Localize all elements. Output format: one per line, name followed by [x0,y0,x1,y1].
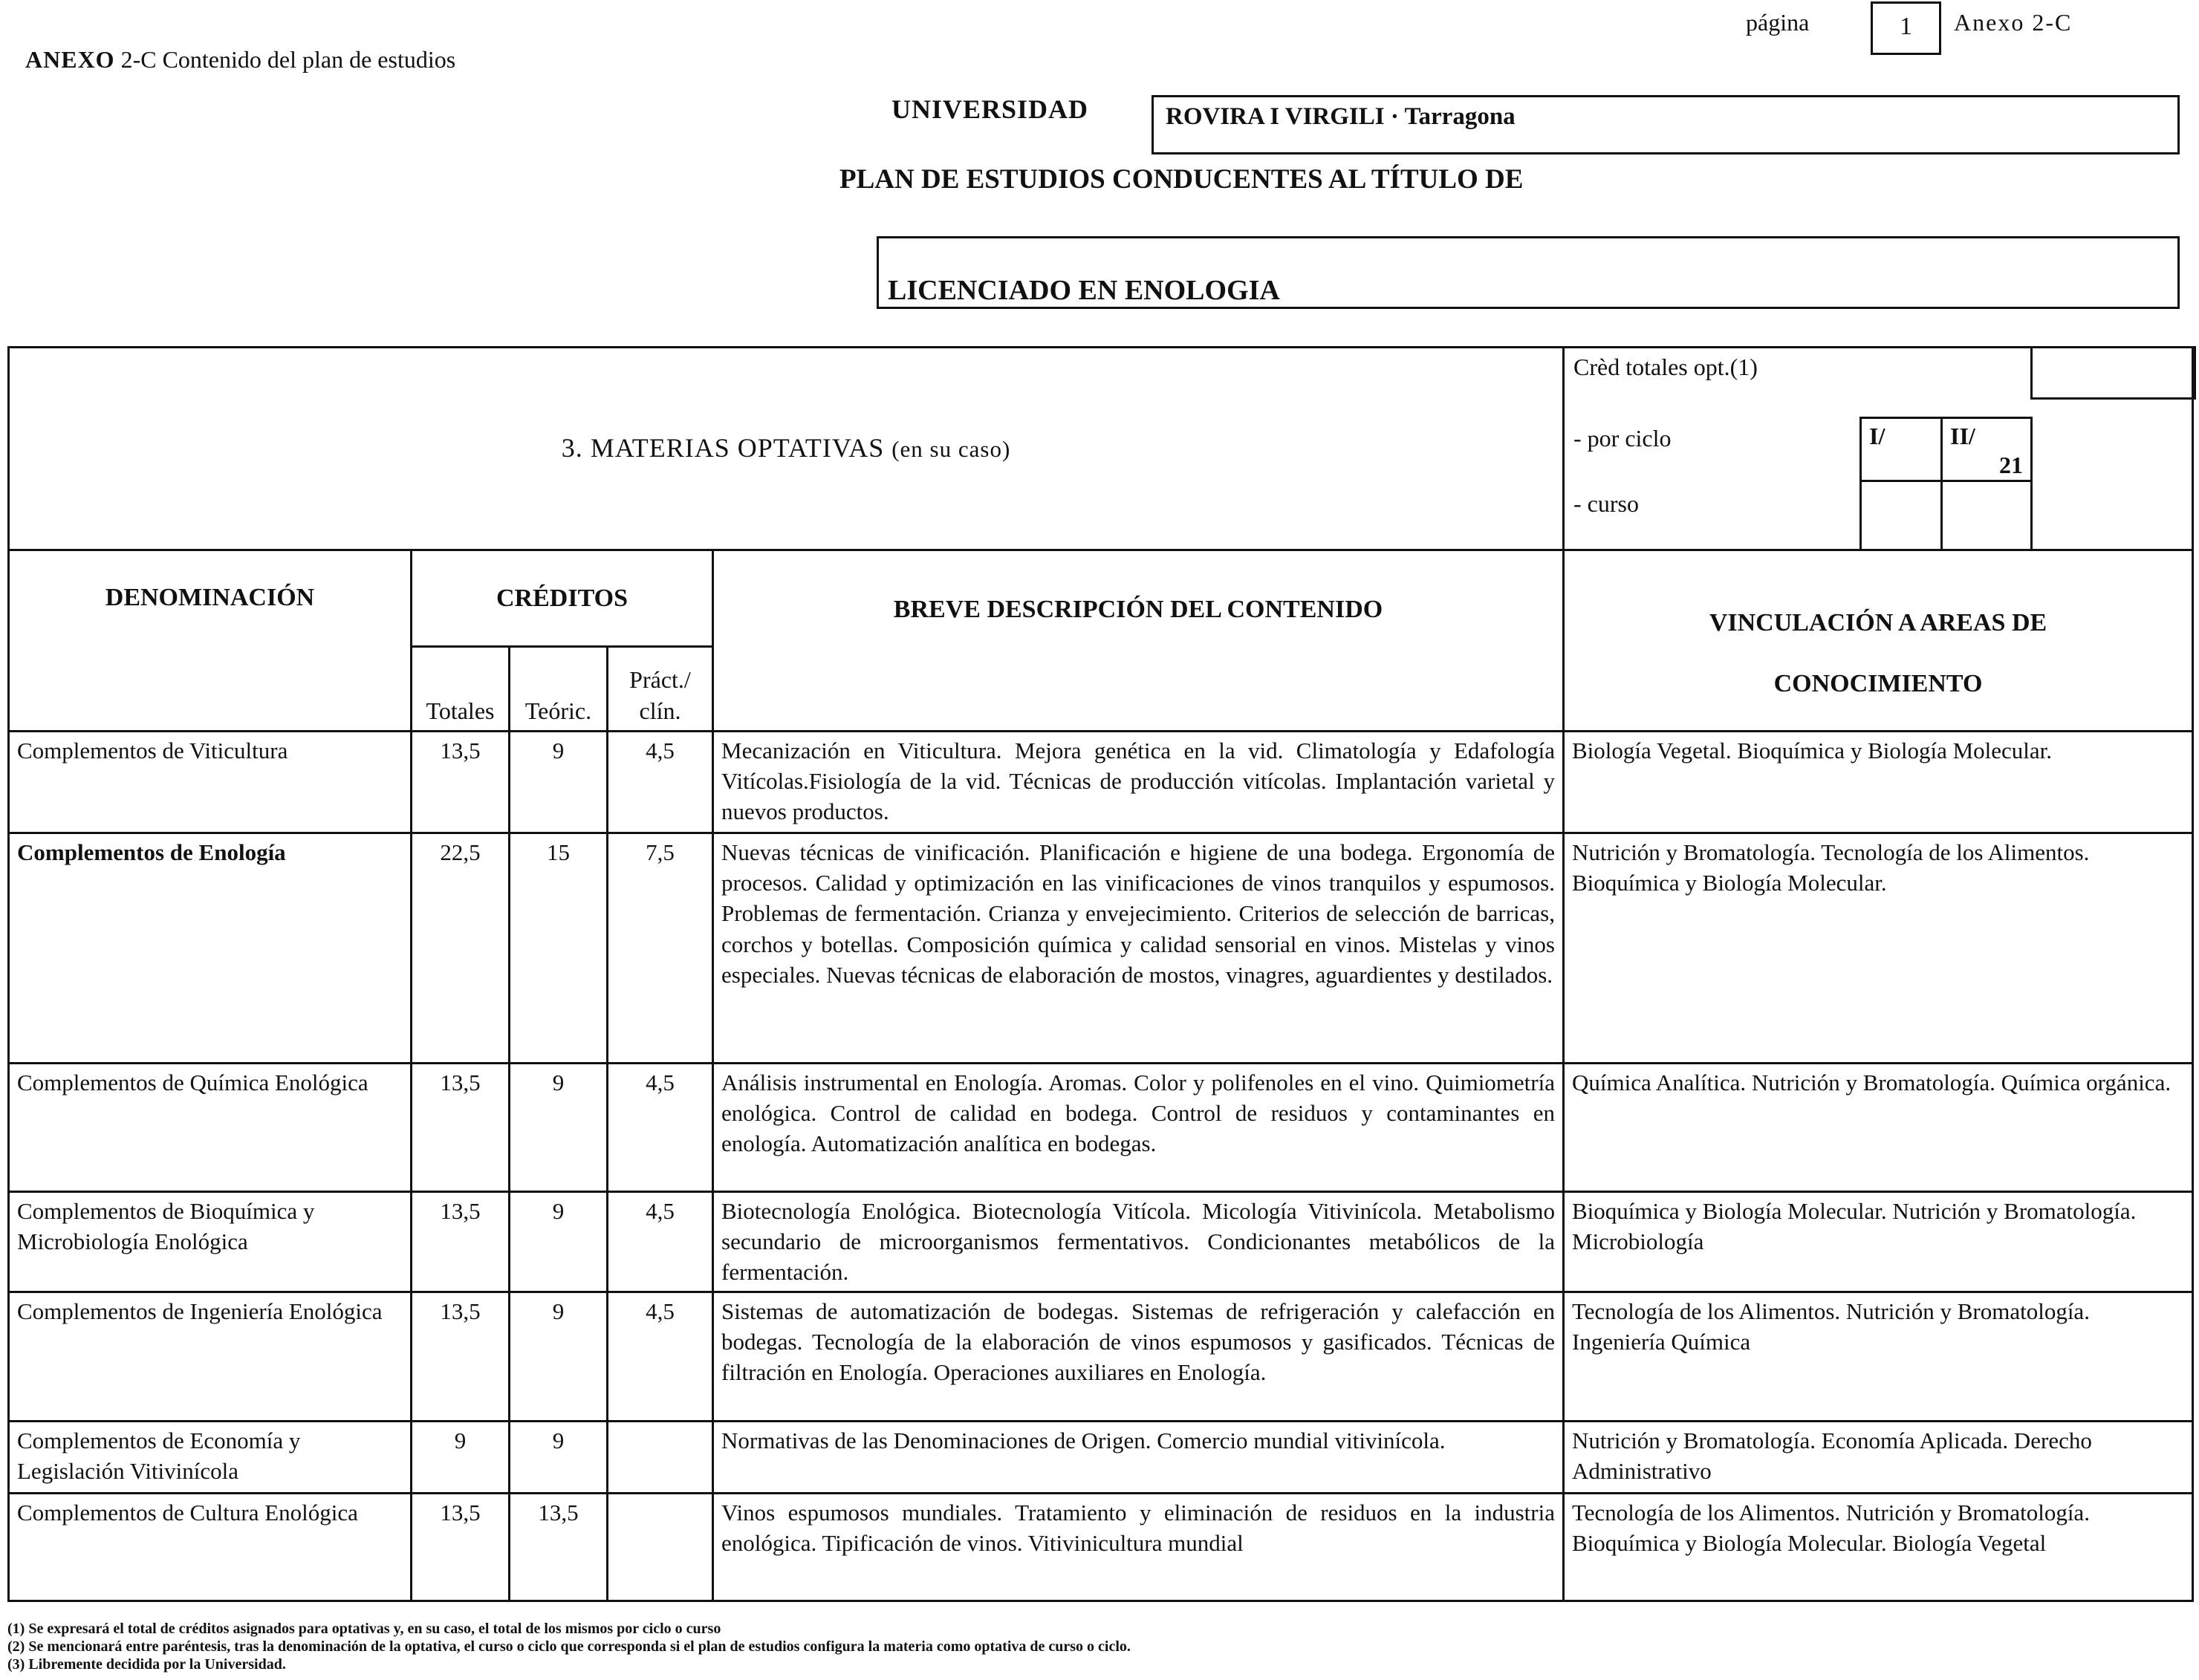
credits-totals: 13,5 [412,1493,510,1601]
knowledge-areas: Tecnología de los Alimentos. Nutrición y Bromatología. Ingeniería Química [1564,1292,2193,1421]
credits-totals: 22,5 [412,833,510,1064]
subject-description: Mecanización en Viticultura. Mejora genética en la vid. Climatología y Edafología Vitícolas.Fisiología de la vid. Técnicas de producción vitícolas. Implantación varietal y nuevos productos. [713,732,1564,833]
page-number: 1 [1871,1,1941,55]
col-areas-header-line2: CONOCIMIENTO [1773,669,1983,697]
cycle-1-label: I/ [1869,423,1885,449]
col-areas-header [1564,550,2193,732]
knowledge-areas: Química Analítica. Nutrición y Bromatología. Química orgánica. [1564,1064,2193,1192]
subject-description: Nuevas técnicas de vinificación. Planificación e higiene de una bodega. Ergonomía de procesos. Calidad y optimización en las vinificaciones de vinos tranquilos y espumosos. Problemas de fermentación. Crianza y envejecimiento. Criterios de selección de barricas, corchos y botellas. Composición química y calidad sensorial en vinos. Mistelas y vinos especiales. Nuevas técnicas de elaboración de mostos, vinagres, aguardientes y destilados. [713,833,1564,1064]
credits-practice [608,1493,713,1601]
credits-theory: 9 [510,1421,608,1493]
subject-description: Análisis instrumental en Enología. Aromas. Color y polifenoles en el vino. Quimiometría enológica. Control de calidad en bodega. Control de residuos y contaminantes en enología. Automatización analítica en bodegas. [713,1064,1564,1192]
col-practice-header-line1: Práct./ [629,665,691,693]
section-title [9,348,1564,550]
credits-theory: 9 [510,1064,608,1192]
col-name-header: DENOMINACIÓN [9,550,412,732]
column-header-row [9,550,2193,647]
annex-label-bold: ANEXO [25,46,115,73]
annex-label-rest: 2-C Contenido del plan de estudios [120,46,456,73]
optional-credits-panel [1564,348,2193,550]
credits-practice [608,1421,713,1493]
university-name-field: ROVIRA I VIRGILI · Tarragona [1152,95,2180,154]
section-header-row [9,348,2193,550]
course-1-box [1859,480,1943,551]
credits-theory: 9 [510,1292,608,1421]
page-label: página [1746,9,1810,36]
cycle-1-box [1859,417,1943,482]
credits-totals: 13,5 [412,1064,510,1192]
subject-description: Biotecnología Enológica. Biotecnología Vitícola. Micología Vitivinícola. Metabolismo secundario de microorganismos fermentativos. Condicionantes metabólicos de la fermentación. [713,1192,1564,1292]
credits-totals: 13,5 [412,1192,510,1292]
footnote-1: (1) Se expresará el total de créditos asignados para optativas y, en su caso, el total de los mismos por ciclo o curso [7,1621,721,1637]
per-cycle-label: - por ciclo [1573,425,1672,452]
subject-name: Complementos de Química Enológica [9,1064,412,1192]
section-title-text: 3. MATERIAS OPTATIVAS [561,433,885,463]
table-row [9,732,2193,833]
col-practice-header-line2: clín. [639,697,681,725]
subject-description: Vinos espumosos mundiales. Tratamiento y eliminación de residuos en la industria enológica. Tipificación de vinos. Vitivinicultura mundial [713,1493,1564,1601]
university-label: UNIVERSIDAD [891,94,1089,124]
table-row [9,1192,2193,1292]
table-row [9,1493,2193,1601]
cycle-2-label: II/ [1950,423,1975,449]
optional-subjects-table [7,346,2194,1602]
section-title-suffix: (en su caso) [891,436,1011,463]
col-areas-header-line1: VINCULACIÓN A AREAS DE [1709,609,2047,636]
credits-practice: 7,5 [608,833,713,1064]
credits-practice: 4,5 [608,732,713,833]
degree-title-field: LICENCIADO EN ENOLOGIA [877,236,2180,309]
table-row [9,1421,2193,1493]
credits-theory: 15 [510,833,608,1064]
subject-name: Complementos de Economía y Legislación Vitivinícola [9,1421,412,1493]
table-row [9,1064,2193,1192]
knowledge-areas: Tecnología de los Alimentos. Nutrición y Bromatología. Bioquímica y Biología Molecular. Biología Vegetal [1564,1493,2193,1601]
col-theory-header: Teóric. [510,647,608,732]
plan-heading: PLAN DE ESTUDIOS CONDUCENTES AL TÍTULO DE [839,164,1524,195]
subject-name: Complementos de Bioquímica y Microbiología Enológica [9,1192,412,1292]
credits-totals: 13,5 [412,732,510,833]
credits-theory: 9 [510,1192,608,1292]
credits-practice: 4,5 [608,1064,713,1192]
knowledge-areas: Nutrición y Bromatología. Economía Aplicada. Derecho Administrativo [1564,1421,2193,1493]
credits-total-label: Crèd totales opt.(1) [1573,354,1758,380]
course-label: - curso [1573,490,1639,517]
knowledge-areas: Nutrición y Bromatología. Tecnología de los Alimentos. Bioquímica y Biología Molecular. [1564,833,2193,1064]
annex-label [25,46,455,74]
table-row [9,1292,2193,1421]
subject-description: Sistemas de automatización de bodegas. Sistemas de refrigeración y calefacción en bodegas. Tecnología de la elaboración de vinos espumosos y gasificados. Técnicas de filtración en Enología. Operaciones auxiliares en Enología. [713,1292,1564,1421]
subject-description: Normativas de las Denominaciones de Origen. Comercio mundial vitivinícola. [713,1421,1564,1493]
subject-name: Complementos de Viticultura [9,732,412,833]
credits-practice: 4,5 [608,1292,713,1421]
subject-name: Complementos de Enología [9,833,412,1064]
col-practice-header [608,647,713,732]
knowledge-areas: Bioquímica y Biología Molecular. Nutrición y Bromatología. Microbiología [1564,1192,2193,1292]
cycle-2-value: 21 [1999,451,2023,478]
knowledge-areas: Biología Vegetal. Bioquímica y Biología Molecular. [1564,732,2193,833]
credits-totals: 13,5 [412,1292,510,1421]
footnote-3: (3) Libremente decidida por la Universidad. [7,1656,286,1673]
col-credits-header: CRÉDITOS [412,550,713,647]
credits-theory: 13,5 [510,1493,608,1601]
credits-theory: 9 [510,732,608,833]
footnote-2: (2) Se mencionará entre paréntesis, tras la denominación de la optativa, el curso o ciclo que corresponda si el plan de estudios configura la materia como optativa de curso o ciclo. [7,1638,1131,1655]
course-2-box [1940,480,2033,551]
total-credits-box [2030,346,2196,400]
credits-practice: 4,5 [608,1192,713,1292]
cycle-2-box [1940,417,2033,482]
subject-name: Complementos de Ingeniería Enológica [9,1292,412,1421]
subject-name: Complementos de Cultura Enológica [9,1493,412,1601]
credits-totals: 9 [412,1421,510,1493]
col-totals-header: Totales [412,647,510,732]
col-description-header: BREVE DESCRIPCIÓN DEL CONTENIDO [713,550,1564,732]
table-row [9,833,2193,1064]
annex-right-label: Anexo 2-C [1954,9,2073,36]
